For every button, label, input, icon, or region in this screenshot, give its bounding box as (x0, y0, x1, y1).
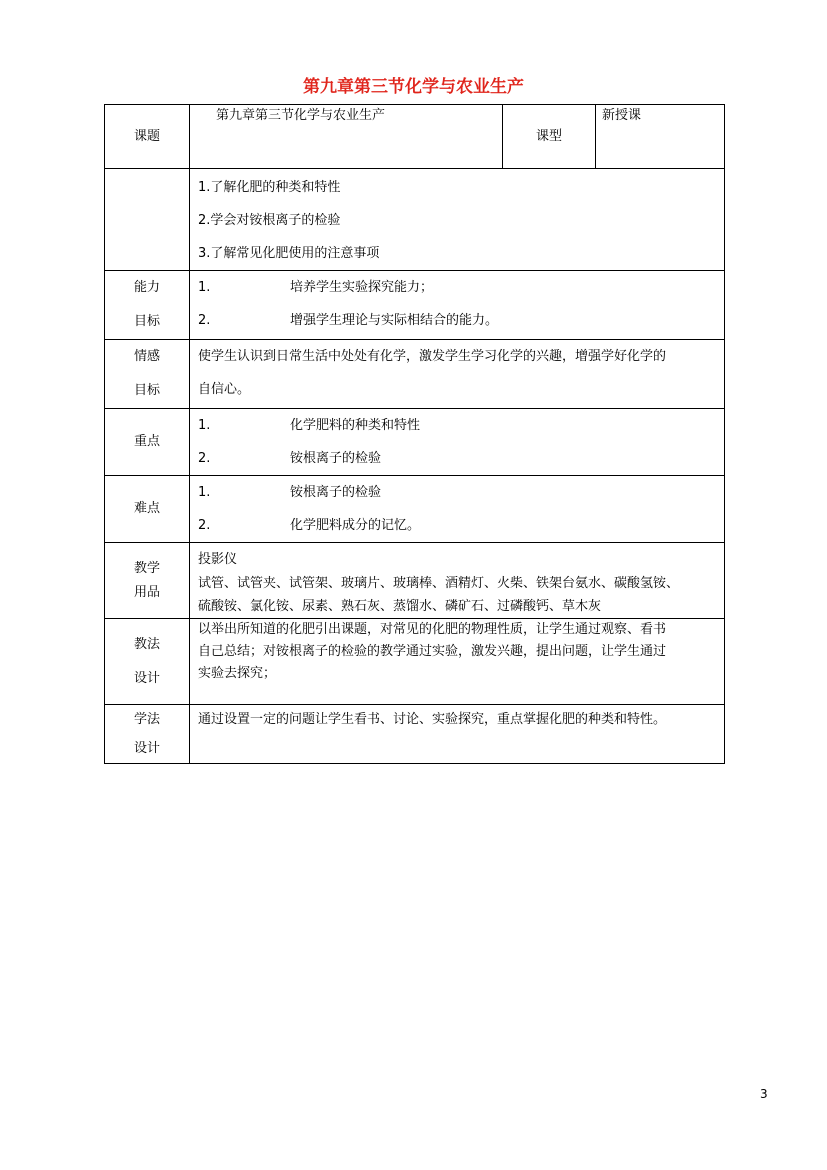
page-number: 3 (760, 1087, 768, 1101)
list-item: 2.学会对铵根离子的检验 (198, 213, 341, 228)
lesson-type-label: 课型 (503, 105, 596, 169)
lesson-plan-table (104, 104, 725, 764)
key-points-cell (190, 409, 725, 476)
page-title: 第九章第三节化学与农业生产 (303, 77, 524, 97)
table-row (105, 476, 725, 543)
table-row (105, 105, 725, 169)
emotion-goal-cell: 使学生认识到日常生活中处处有化学，激发学生学习化学的兴趣，增强学好化学的 自信心。 (190, 340, 725, 409)
list-item: 2. 增强学生理论与实际相结合的能力。 (198, 313, 499, 328)
key-points-label: 重点 (105, 409, 190, 476)
list-item: 2. 铵根离子的检验 (198, 451, 382, 466)
ability-goal-cell (190, 271, 725, 340)
table-row (105, 271, 725, 340)
learning-method-label: 学法 设计 (105, 705, 190, 764)
lesson-type-value: 新授课 (596, 105, 725, 169)
materials-label: 教学 用品 (105, 543, 190, 619)
table-row (105, 619, 725, 705)
ability-goal-label: 能力 目标 (105, 271, 190, 340)
materials-cell: 投影仪 试管、试管夹、试管架、玻璃片、玻璃棒、酒精灯、火柴、铁架台氨水、碳酸氢铵、 硫酸铵、氯化铵、尿素、熟石灰、蒸馏水、磷矿石、过磷酸钙、草木灰 (190, 543, 725, 619)
list-item: 1. 培养学生实验探究能力； (198, 280, 434, 295)
difficulties-cell (190, 476, 725, 543)
topic-label: 课题 (105, 105, 190, 169)
table-row (105, 409, 725, 476)
topic-value: 第九章第三节化学与农业生产 (190, 105, 503, 169)
learning-method-cell: 通过设置一定的问题让学生看书、讨论、实验探究，重点掌握化肥的种类和特性。 (190, 705, 725, 764)
table-row (105, 169, 725, 271)
list-item: 2. 化学肥料成分的记忆。 (198, 518, 421, 533)
emotion-goal-label: 情感 目标 (105, 340, 190, 409)
list-item: 1.了解化肥的种类和特性 (198, 180, 341, 195)
table-row (105, 340, 725, 409)
difficulties-label: 难点 (105, 476, 190, 543)
list-item: 3.了解常见化肥使用的注意事项 (198, 246, 380, 261)
knowledge-goal-label (105, 169, 190, 271)
list-item: 1. 铵根离子的检验 (198, 485, 382, 500)
table-row (105, 543, 725, 619)
table-row (105, 705, 725, 764)
list-item: 1. 化学肥料的种类和特性 (198, 418, 421, 433)
teaching-method-cell: 以举出所知道的化肥引出课题，对常见的化肥的物理性质，让学生通过观察、看书 自己总结；对铵根离子的检验的教学通过实验，激发兴趣，提出问题，让学生通过 实验去探究； (190, 619, 725, 705)
teaching-method-label: 教法 设计 (105, 619, 190, 705)
knowledge-goal-cell (190, 169, 725, 271)
